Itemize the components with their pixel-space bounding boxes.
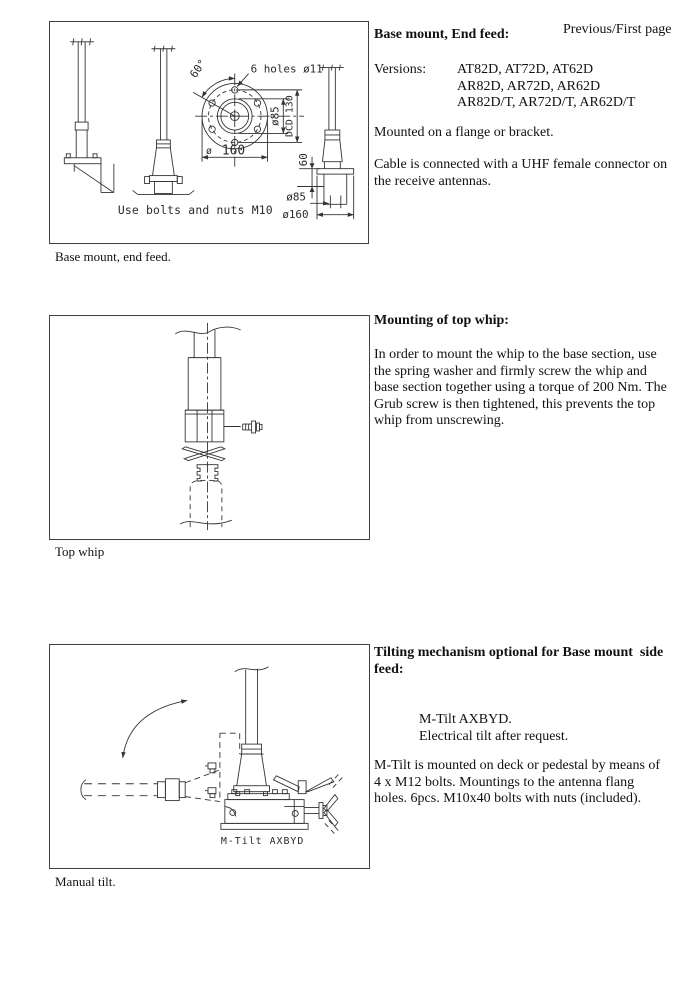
plate-bolts-figure xyxy=(205,763,216,798)
previous-first-page-link[interactable]: Previous/First page xyxy=(563,22,672,37)
text-line: In order to mount the whip to the base section, use xyxy=(374,347,657,362)
versions-list xyxy=(457,62,635,112)
m-tilt-model-label: M-Tilt AXBYD xyxy=(220,836,305,848)
versions-label: Versions: xyxy=(374,62,427,77)
tilt-arc-arrow xyxy=(123,700,187,757)
text-line: M-Tilt AXBYD. xyxy=(419,712,512,727)
drawing-manual-tilt xyxy=(49,644,370,869)
text-line: the receive antennas. xyxy=(374,173,491,189)
section2-paragraph xyxy=(374,347,667,430)
base-mount-technical-drawing xyxy=(50,22,366,241)
text-line: Electrical tilt after request. xyxy=(419,728,569,744)
section3-paragraph xyxy=(374,758,660,808)
antenna-bracket-mount-figure xyxy=(64,38,114,192)
text-line: whip from unscrewing. xyxy=(374,413,505,428)
text-line: Grub screw is then tightened, this prevents the top xyxy=(374,396,656,412)
dim-label-60: 60 xyxy=(297,153,311,167)
version-line: AR82D/T, AR72D/T, AR62D/T xyxy=(457,95,636,110)
tilted-antenna-figure xyxy=(81,770,220,802)
dim-label-160: 160 xyxy=(221,143,246,159)
text-line: Cable is connected with a UHF female connector on xyxy=(374,157,668,172)
section2-heading: Mounting of top whip: xyxy=(374,313,509,328)
caption-base-mount: Base mount, end feed. xyxy=(55,249,171,264)
drawing-top-whip xyxy=(49,315,370,540)
text-line: M-Tilt is mounted on deck or pedestal by means of xyxy=(374,758,661,773)
bolts-note-label: Use bolts and nuts M10 xyxy=(117,203,273,218)
dim-label-60deg: 60° xyxy=(187,56,210,81)
drawing-base-mount-end-feed xyxy=(49,21,369,244)
dim-label-dia85-top: ø85 xyxy=(268,106,282,126)
tilt-mechanism-technical-drawing xyxy=(50,645,367,866)
section1-heading: Base mount, End feed: xyxy=(374,27,510,42)
dim-label-dia160-side: ø160 xyxy=(282,208,309,222)
version-line: AT82D, AT72D, AT62D xyxy=(457,62,594,77)
section3-heading xyxy=(374,645,663,678)
text-line: holes. 6pcs. M10x40 bolts with nuts (included). xyxy=(374,791,642,806)
text-line: the spring washer and firmly screw the whip and xyxy=(374,363,647,379)
upright-antenna-figure xyxy=(234,667,270,796)
heading-line: Tilting mechanism optional for Base mount side xyxy=(374,645,664,660)
top-whip-assembly-figure xyxy=(175,323,262,530)
text-line: 4 x M12 bolts. Mountings to the antenna flang xyxy=(374,774,635,790)
section3-models xyxy=(419,712,568,745)
antenna-flange-mount-figure xyxy=(133,46,194,195)
dim-label-6-holes: 6 holes ø11 xyxy=(250,62,323,76)
caption-top-whip: Top whip xyxy=(55,544,105,559)
section1-paragraph-2 xyxy=(374,157,667,190)
versions-block xyxy=(374,62,635,112)
top-whip-technical-drawing xyxy=(50,316,367,537)
version-line: AR82D, AR72D, AR62D xyxy=(457,78,601,94)
side-feed-plate-outline xyxy=(220,733,240,797)
grub-screw-figure xyxy=(243,421,262,433)
dim-label-dia85-side: ø85 xyxy=(286,190,306,204)
heading-line: feed: xyxy=(374,661,404,677)
dim-label-dia-symbol: ø xyxy=(206,145,212,157)
tilt-base-figure xyxy=(221,772,345,836)
caption-manual-tilt: Manual tilt. xyxy=(55,874,116,889)
dim-label-dcd130: DCD 130 xyxy=(284,95,296,137)
base-section-outline xyxy=(190,481,222,528)
spring-washer-figure xyxy=(182,447,225,461)
section1-paragraph-1: Mounted on a flange or bracket. xyxy=(374,125,554,140)
text-line: base section together using a torque of 200 Nm. The xyxy=(374,380,667,395)
